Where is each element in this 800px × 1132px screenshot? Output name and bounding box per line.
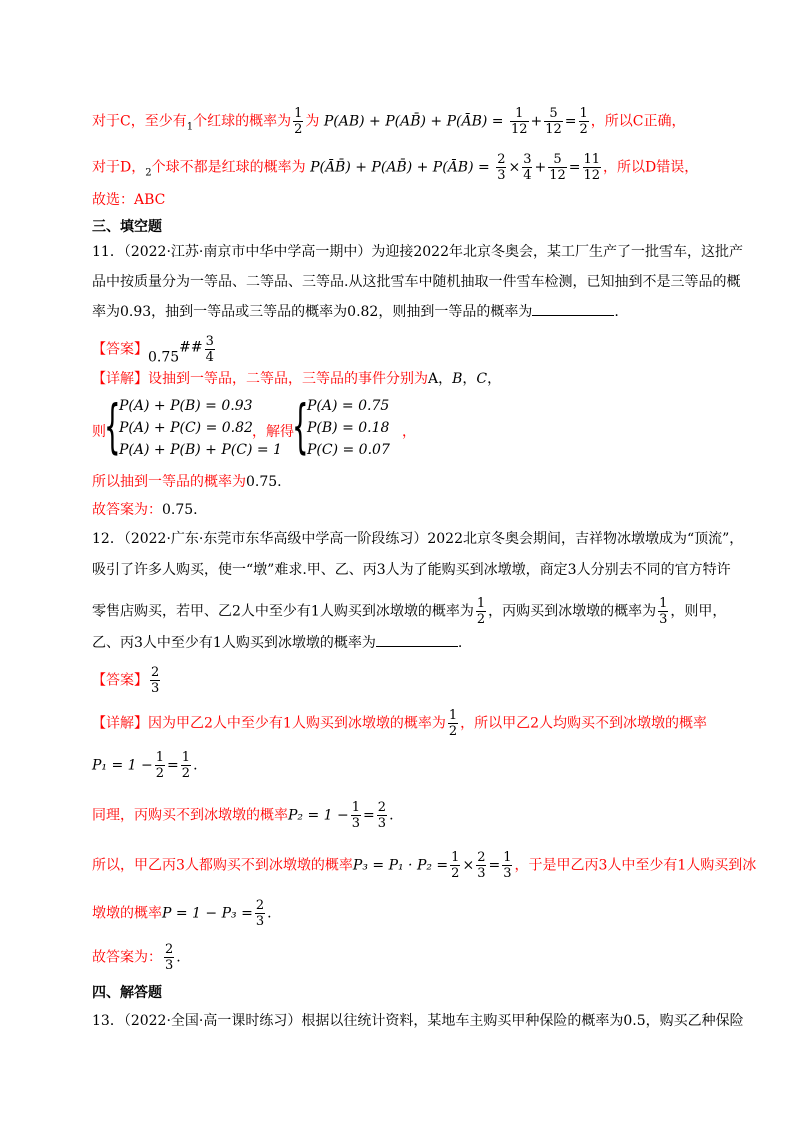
q12-line-2: 吸引了许多人购买，使一“墩”难求.甲、乙、丙3人为了能购买到冰墩墩，商定3人分别去不同的官方特许 [92,562,731,578]
q13-line-1: 13．（2022·全国·高一课时练习）根据以往统计资料，某地车主购买甲种保险的概率为0.5，购买乙种保险 [92,1013,744,1029]
fraction: $\frac{2}{3}$ [165,942,174,973]
fraction: $\frac{1}{2}$ [451,850,460,881]
fraction: $\frac{2}{3}$ [477,850,486,881]
solution-d-line: 对于D，$_2$个球不都是红球的概率为 P(ĀB̄) + P(AB̄) + P(ĀB) = $\frac{2}{3}$ × $\frac{3}{4}$ + $\frac{5}{12}$ = $\frac{11}{12}$ ，所以D错误， [92,152,699,183]
fraction: $\frac{1}{2}$ [294,106,303,137]
fraction: $\frac{2}{3}$ [151,665,160,696]
left-brace-icon: { [292,392,309,460]
q12-detail-3: 同理，丙购买不到冰墩墩的概率P₂ = 1 − $\frac{1}{3}$ = $\frac{2}{3}$ . [92,800,394,831]
fraction: $\frac{1}{12}$ [510,106,528,137]
fraction: $\frac{1}{2}$ [579,106,588,137]
fraction: $\frac{1}{2}$ [181,750,191,781]
q11-line-3: 率为0.93，抽到一等品或三等品的概率为0.82，则抽到一等品的概率为 . [92,301,730,322]
fraction: $\frac{1}{2}$ [448,708,458,739]
fraction: $\frac{1}{3}$ [503,850,512,881]
answer-blank [532,301,614,316]
fraction: $\frac{5}{12}$ [549,152,566,183]
q12-line-3: 零售店购买，若甲、乙2人中至少有1人购买到冰墩墩的概率为 $\frac{1}{2}$ ，丙购买到冰墩墩的概率为 $\frac{1}{3}$ ，则甲， [92,596,727,627]
q11-detail: 【详解】设抽到一等品，二等品，三等品的事件分别为A，B，C， [92,371,502,387]
fraction: $\frac{2}{3}$ [255,898,265,929]
equation-system: 则 { P(A) + P(B) = 0.93 P(A) + P(C) = 0.82 P(A) + P(B) + P(C) = 1 ，解得 { P(A) = 0.75 P(B) = 0.18 P(C) = 0.07 ， [92,392,416,460]
section-fill-blank-heading: 三、填空题 [92,219,162,235]
fraction: $\frac{1}{2}$ [155,750,165,781]
fraction: $\frac{1}{3}$ [351,800,361,831]
q11-answer: 【答案】0.75## $\frac{3}{4}$ [92,334,214,366]
math-expression: P(AB) + P(AB̄) + P(ĀB) = [323,113,504,130]
fraction: $\frac{5}{12}$ [545,106,562,137]
fraction: $\frac{1}{3}$ [659,596,668,627]
math-expression: P(ĀB̄) + P(AB̄) + P(ĀB) = [310,159,490,176]
fraction: $\frac{1}{2}$ [476,596,486,627]
fraction: $\frac{3}{4}$ [205,334,214,365]
q11-line-2: 品中按质量分为一等品、二等品、三等品.从这批雪车中随机抽取一件雪车检测，已知抽到不是三等品的概 [92,274,741,290]
q12-detail-2: P₁ = 1 − $\frac{1}{2}$ = $\frac{1}{2}$ . [92,750,198,781]
q12-answer: 【答案】 $\frac{2}{3}$ [92,665,160,696]
q12-detail-1: 【详解】因为甲乙2人中至少有1人购买到冰墩墩的概率为 $\frac{1}{2}$ ，所以甲乙2人均购买不到冰墩墩的概率 [92,708,708,739]
q11-final-answer: 故答案为：0.75. [92,502,198,518]
fraction: $\frac{2}{3}$ [497,152,506,183]
fraction: $\frac{3}{4}$ [523,152,532,183]
q12-detail-4: 所以，甲乙丙3人都购买不到冰墩墩的概率P₃ = P₁ · P₂ = $\frac{1}{2}$ × $\frac{2}{3}$ = $\frac{1}{3}$ ，于是甲乙丙3人中至少有1人购买到冰 [92,850,757,881]
section-answer-heading: 四、解答题 [92,985,162,1001]
q11-conclusion: 所以抽到一等品的概率为0.75. [92,474,282,490]
left-brace-icon: { [104,392,121,460]
solution-c-line: 对于C，至少有$_1$个红球的概率为 $\frac{1}{2}$ 为 P(AB) + P(AB̄) + P(ĀB) = $\frac{1}{12}$ + $\frac{5}{12}$ = $\frac{1}{2}$ ，所以C正确， [92,106,686,137]
fraction: $\frac{2}{3}$ [377,800,387,831]
q12-final-answer: 故答案为： $\frac{2}{3}$ . [92,942,181,973]
answer-blank [376,632,458,647]
fraction: $\frac{11}{12}$ [583,152,601,183]
q12-line-4: 乙、丙3人中至少有1人购买到冰墩墩的概率为 . [92,632,730,653]
q11-line-1: 11．（2022·江苏·南京市中华中学高一期中）为迎接2022年北京冬奥会，某工厂生产了一批雪车，这批产 [92,244,743,260]
choose-line: 故选：ABC [92,192,166,208]
q12-detail-5: 墩墩的概率P = 1 − P₃ = $\frac{2}{3}$ . [92,898,272,929]
q12-line-1: 12．（2022·广东·东莞市东华高级中学高一阶段练习）2022北京冬奥会期间，吉祥物冰墩墩成为“顶流”， [92,531,744,547]
